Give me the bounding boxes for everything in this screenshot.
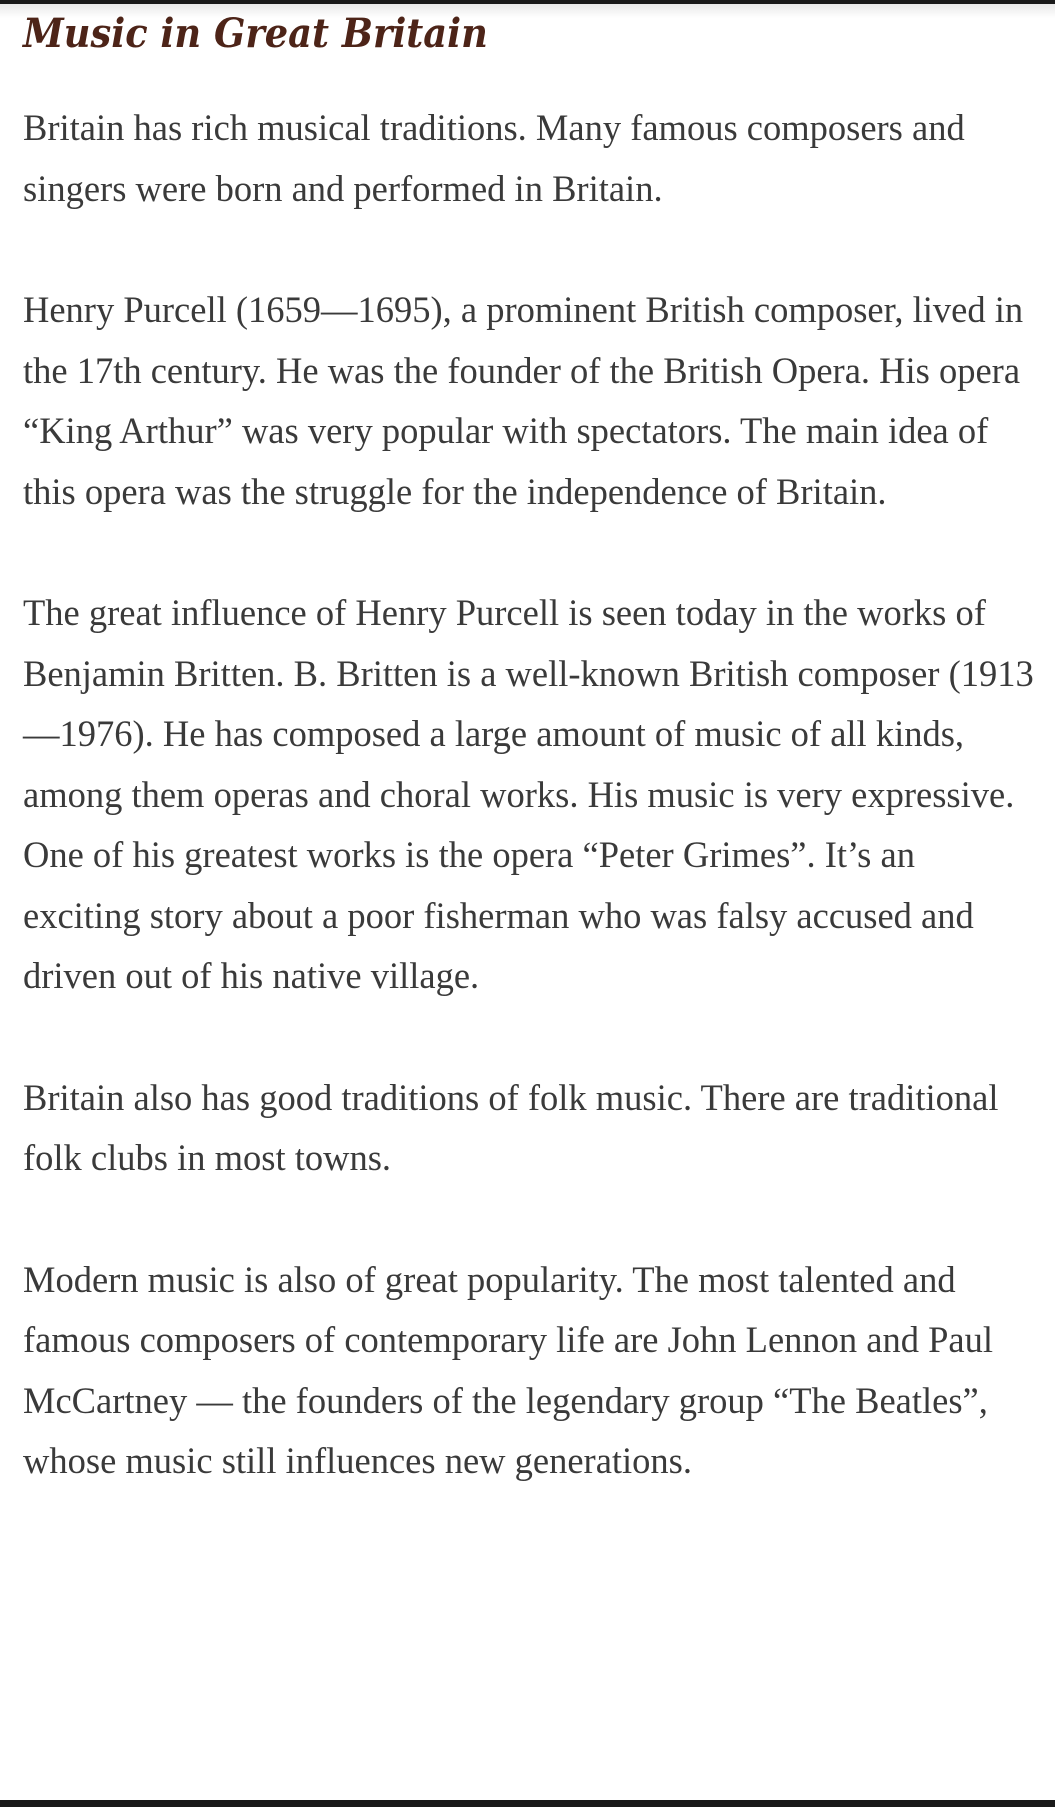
paragraph-benjamin-britten: The great influence of Henry Purcell is seen today in the works of Benjamin Britten. B. Britten is a well-known British composer (1913—1976). He has composed a large amount of music of all kinds, among them operas and choral works. His music is very expressive. One of his greatest works is the opera “Peter Grimes”. It’s an exciting story about a poor fisherman who was falsy accused and driven out of his native village. bbox=[23, 592, 1034, 996]
paragraph-folk-music: Britain also has good traditions of folk music. There are traditional folk clubs in most towns. bbox=[23, 1076, 999, 1178]
paragraph-intro: Britain has rich musical traditions. Many famous composers and singers were born and performed in Britain. bbox=[23, 107, 965, 209]
article-title: Music in Great Britain bbox=[23, 10, 488, 57]
article bbox=[23, 6, 1038, 1492]
bottom-divider bbox=[0, 1800, 1055, 1807]
paragraph-henry-purcell: Henry Purcell (1659—1695), a prominent British composer, lived in the 17th century. He was the founder of the British Opera. His opera “King Arthur” was very popular with spectators. The main idea of this opera was the struggle for the independence of Britain. bbox=[23, 289, 1024, 512]
paragraph-modern-music: Modern music is also of great popularity. The most talented and famous composers of contemporary life are John Lennon and Paul McCartney — the founders of the legendary group “The Beatles”, whose music still influences new generations. bbox=[23, 1258, 994, 1481]
